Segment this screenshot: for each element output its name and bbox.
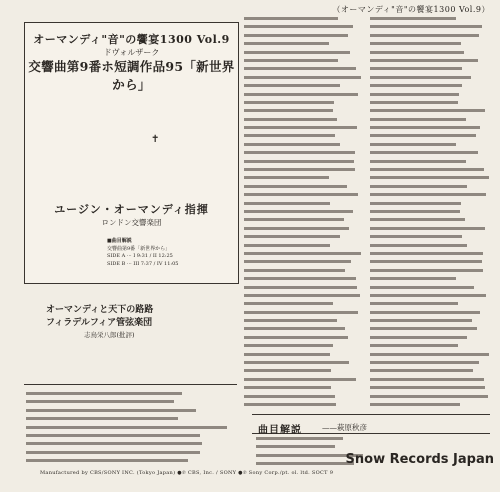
text-line-placeholder (244, 394, 364, 402)
text-line-placeholder (244, 343, 364, 351)
liner-notes-column (244, 16, 364, 414)
text-line-placeholder (370, 117, 492, 125)
card-orchestra: ロンドン交響楽団 (101, 218, 162, 227)
text-line-placeholder (370, 360, 492, 368)
text-line-placeholder (244, 251, 364, 259)
text-line-placeholder (244, 368, 364, 376)
text-line-placeholder (370, 368, 492, 376)
text-line-placeholder (244, 117, 364, 125)
text-line-placeholder (370, 385, 492, 393)
essay-title (46, 304, 153, 330)
text-line-placeholder (244, 133, 364, 141)
text-line-placeholder (370, 243, 492, 251)
text-line-placeholder (244, 385, 364, 393)
text-line-placeholder (370, 125, 492, 133)
text-line-placeholder (244, 335, 364, 343)
text-line-placeholder (256, 436, 366, 444)
text-line-placeholder (244, 184, 364, 192)
ornament-mark: ✝ (151, 134, 160, 145)
series-header: （オーマンディ"音"の饗宴1300 Vol.9） (332, 5, 490, 14)
manufacturer-footer: Manufactured by CBS/SONY INC. (Tokyo Japan) ●℗ CBS, Inc. / SONY ●℗ Sony Corp./pt. ol. ltd. SOCT 9 (40, 470, 334, 476)
text-line-placeholder (370, 133, 492, 141)
text-line-placeholder (26, 408, 236, 416)
text-line-placeholder (244, 100, 364, 108)
text-line-placeholder (244, 159, 364, 167)
text-line-placeholder (244, 50, 364, 58)
text-line-placeholder (244, 92, 364, 100)
text-line-placeholder (244, 360, 364, 368)
text-line-placeholder (370, 301, 492, 309)
text-line-placeholder (26, 441, 236, 449)
text-line-placeholder (26, 416, 236, 424)
text-line-placeholder (370, 201, 492, 209)
text-line-placeholder (244, 201, 364, 209)
text-line-placeholder (244, 326, 364, 334)
text-line-placeholder (370, 83, 492, 91)
card-contents-line: 交響曲第9番「新世界から」 (107, 245, 171, 252)
text-line-placeholder (370, 251, 492, 259)
text-line-placeholder (370, 92, 492, 100)
card-contents-line: SIDE A ··· I 9:31 / II 12:25 (107, 253, 173, 259)
text-line-placeholder (244, 125, 364, 133)
text-line-placeholder (244, 108, 364, 116)
card-work-title: 交響曲第9番ホ短調作品95「新世界から」 (28, 59, 235, 92)
essay-title-line: フィラデルフィア管弦楽団 (46, 318, 153, 328)
text-line-placeholder (244, 150, 364, 158)
text-line-placeholder (370, 226, 492, 234)
text-line-placeholder (370, 75, 492, 83)
text-line-placeholder (370, 175, 492, 183)
text-line-placeholder (26, 399, 236, 407)
text-line-placeholder (370, 394, 492, 402)
text-line-placeholder (26, 433, 236, 441)
text-line-placeholder (244, 83, 364, 91)
text-line-placeholder (244, 402, 364, 410)
text-line-placeholder (26, 425, 236, 433)
text-line-placeholder (244, 276, 364, 284)
text-line-placeholder (244, 377, 364, 385)
text-line-placeholder (370, 259, 492, 267)
text-line-placeholder (370, 343, 492, 351)
text-line-placeholder (370, 318, 492, 326)
text-line-placeholder (370, 352, 492, 360)
text-line-placeholder (244, 175, 364, 183)
text-line-placeholder (370, 150, 492, 158)
text-line-placeholder (244, 301, 364, 309)
text-line-placeholder (370, 184, 492, 192)
text-line-placeholder (244, 24, 364, 32)
text-line-placeholder (244, 259, 364, 267)
text-line-placeholder (244, 352, 364, 360)
text-line-placeholder (244, 75, 364, 83)
watermark: Snow Records Japan (345, 452, 494, 467)
text-line-placeholder (244, 192, 364, 200)
text-line-placeholder (244, 142, 364, 150)
text-line-placeholder (370, 310, 492, 318)
text-line-placeholder (370, 209, 492, 217)
card-composer: ドヴォルザーク (103, 48, 160, 57)
essay-author: 志鳥栄八郎(批評) (84, 331, 135, 339)
card-conductor: ユージン・オーマンディ指揮 (54, 203, 209, 216)
text-line-placeholder (370, 159, 492, 167)
text-line-placeholder (244, 16, 364, 24)
text-line-placeholder (370, 16, 492, 24)
card-series-title: オーマンディ"音"の饗宴1300 Vol.9 (33, 33, 230, 46)
liner-notes-column (370, 16, 492, 414)
text-line-placeholder (370, 285, 492, 293)
text-line-placeholder (370, 293, 492, 301)
text-line-placeholder (370, 402, 492, 410)
text-line-placeholder (370, 41, 492, 49)
essay-header (24, 292, 237, 385)
essay-title-line: オーマンディと天下の路路 (46, 305, 154, 315)
text-line-placeholder (370, 192, 492, 200)
card-contents-heading: ■曲目解説 (107, 238, 132, 244)
text-line-placeholder (244, 41, 364, 49)
text-line-placeholder (244, 243, 364, 251)
text-line-placeholder (244, 167, 364, 175)
text-line-placeholder (244, 318, 364, 326)
text-line-placeholder (370, 100, 492, 108)
text-line-placeholder (244, 217, 364, 225)
text-line-placeholder (244, 226, 364, 234)
text-line-placeholder (370, 108, 492, 116)
text-line-placeholder (370, 58, 492, 66)
essay-body-text (26, 391, 236, 469)
text-line-placeholder (370, 217, 492, 225)
text-line-placeholder (370, 234, 492, 242)
text-line-placeholder (26, 391, 236, 399)
text-line-placeholder (244, 268, 364, 276)
text-line-placeholder (244, 293, 364, 301)
card-contents (107, 238, 217, 268)
text-line-placeholder (370, 33, 492, 41)
text-line-placeholder (244, 209, 364, 217)
text-line-placeholder (370, 377, 492, 385)
text-line-placeholder (26, 450, 236, 458)
text-line-placeholder (370, 276, 492, 284)
album-info-card (24, 22, 239, 284)
section-title: 曲目解説 (258, 425, 302, 436)
text-line-placeholder (244, 66, 364, 74)
text-line-placeholder (26, 458, 236, 466)
text-line-placeholder (370, 326, 492, 334)
text-line-placeholder (370, 335, 492, 343)
text-line-placeholder (370, 167, 492, 175)
text-line-placeholder (370, 268, 492, 276)
section-author: ——萩原秋彦 (322, 423, 367, 432)
text-line-placeholder (244, 58, 364, 66)
text-line-placeholder (244, 33, 364, 41)
text-line-placeholder (370, 24, 492, 32)
text-line-placeholder (244, 285, 364, 293)
text-line-placeholder (244, 310, 364, 318)
card-contents-line: SIDE B ··· III 7:37 / IV 11:05 (107, 260, 179, 267)
text-line-placeholder (370, 142, 492, 150)
text-line-placeholder (244, 234, 364, 242)
text-line-placeholder (370, 50, 492, 58)
text-line-placeholder (370, 66, 492, 74)
